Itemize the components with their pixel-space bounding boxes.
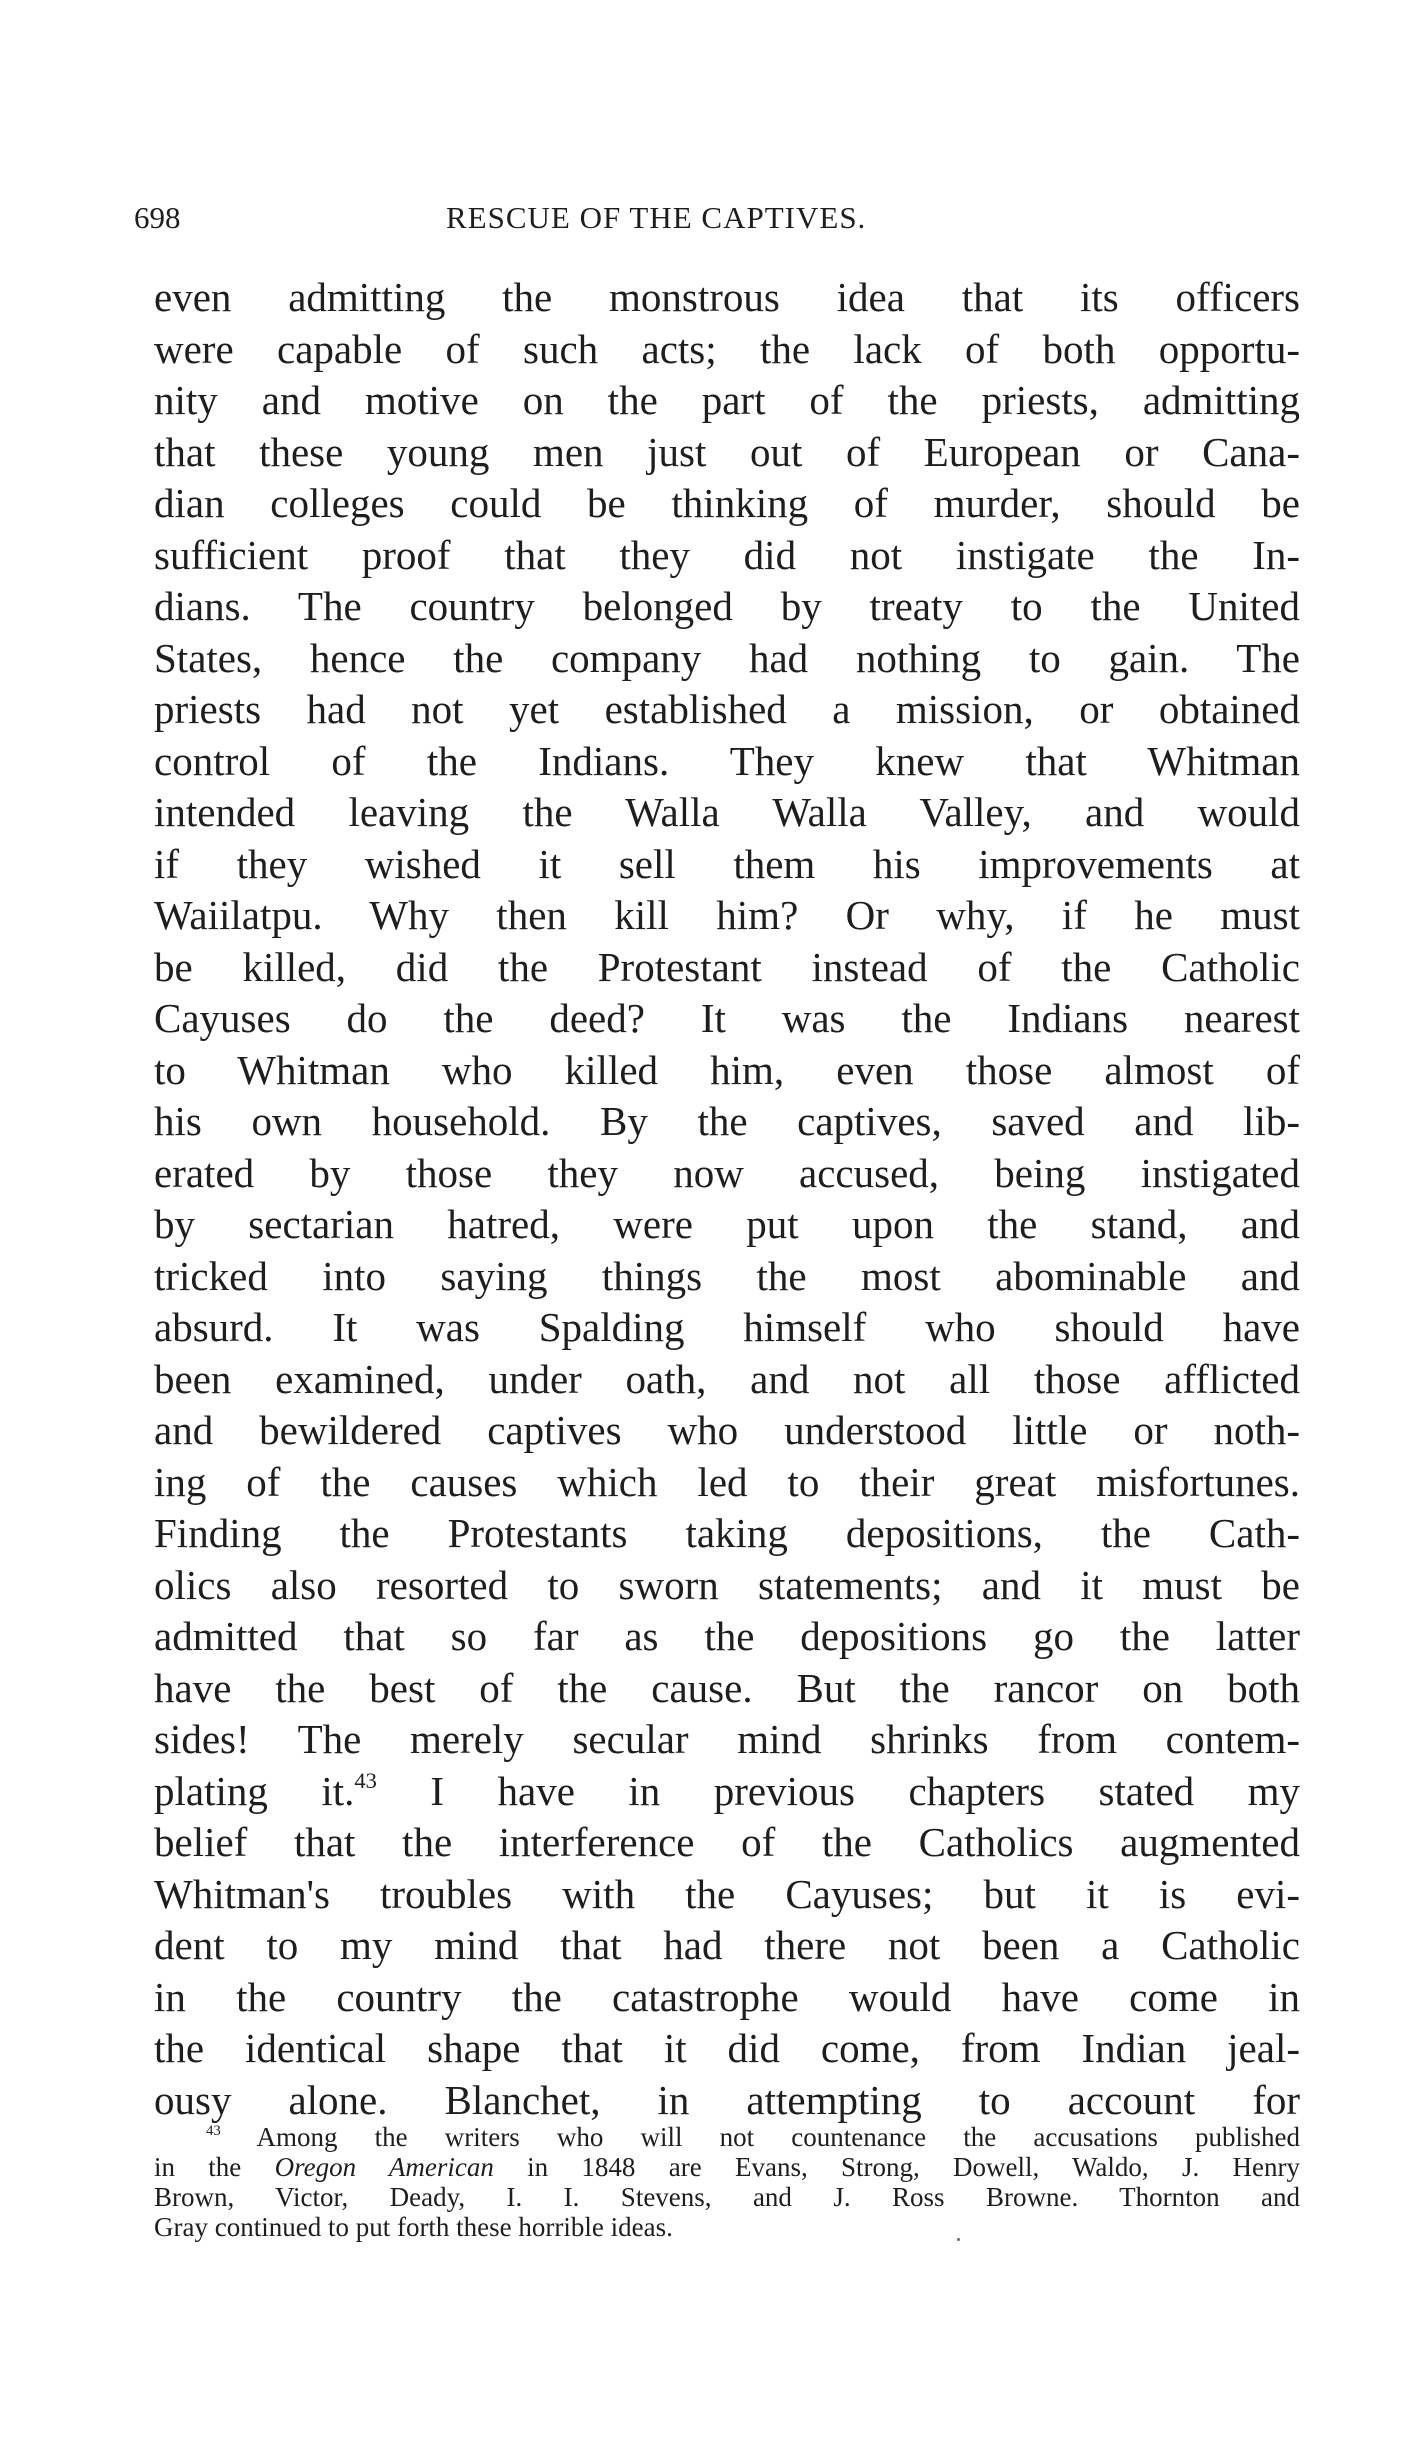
body-line: admitted that so far as the depositions go the latter [154,1613,1300,1659]
body-line: intended leaving the Walla Walla Valley, and would [154,789,1300,835]
body-line: control of the Indians. They knew that Whitman [154,737,1300,784]
body-text [154,272,1300,2126]
body-line: dent to my mind that had there not been a Catholic [154,1922,1300,1968]
body-line: in the country the catastrophe would have come in [154,1973,1300,2020]
body-line: Waiilatpu. Why then kill him? Or why, if he must [154,892,1300,938]
running-title: RESCUE OF THE CAPTIVES. [446,200,867,235]
footnote-reference: 43 [354,1767,377,1793]
body-line: sufficient proof that they did not instigate the In- [154,531,1300,578]
body-line: that these young men just out of European or Cana- [154,428,1300,475]
body-line: by sectarian hatred, were put upon the stand, and [154,1201,1300,1247]
print-speck [957,2238,960,2241]
publication-title: Oregon American [274,2152,494,2182]
body-line: Finding the Protestants taking depositions, the Cath- [154,1510,1300,1556]
body-line: even admitting the monstrous idea that its officers [154,274,1300,320]
body-line: erated by those they now accused, being instigated [154,1149,1300,1196]
body-line: nity and motive on the part of the priests, admitting [154,377,1300,423]
body-line: dian colleges could be thinking of murder, should be [154,480,1300,526]
footnote-line [154,2122,1300,2152]
body-line: ing of the causes which led to their great misfortunes. [154,1458,1300,1505]
body-line: to Whitman who killed him, even those almost of [154,1046,1300,1093]
body-line: absurd. It was Spalding himself who should have [154,1304,1300,1350]
body-line-with-note-reference [154,1766,1300,1818]
body-line-text: plating it. [154,1767,355,1814]
body-line: Cayuses do the deed? It was the Indians nearest [154,995,1300,1041]
body-line: dians. The country belonged by treaty to the United [154,583,1300,629]
footnote-line: Brown, Victor, Deady, I. I. Stevens, and J. Ross Browne. Thornton and [154,2182,1300,2212]
footnote-text: in the [154,2152,275,2182]
body-line: ousy alone. Blanchet, in attempting to account for [154,2076,1300,2123]
body-line: priests had not yet established a mission, or obtained [154,686,1300,732]
footnote-line [154,2152,1300,2182]
body-line: and bewildered captives who understood little or noth- [154,1407,1300,1453]
body-line: Whitman's troubles with the Cayuses; but it is evi- [154,1870,1300,1917]
footnote-line: Gray continued to put forth these horrible ideas. [154,2212,673,2242]
body-line: olics also resorted to sworn statements; and it must be [154,1561,1300,1608]
footnote-text: in 1848 are Evans, Strong, Dowell, Waldo, J. Henry [493,2152,1300,2182]
body-line-text: I have in previous chapters stated my [376,1767,1301,1814]
body-line: sides! The merely secular mind shrinks from contem- [154,1716,1300,1762]
footnote-text: Among the writers who will not countenance the accusations published [220,2122,1300,2152]
body-line: been examined, under oath, and not all those afflicted [154,1355,1300,1402]
body-line: belief that the interference of the Catholics augmented [154,1819,1300,1865]
running-head [134,196,1304,240]
page-number: 698 [134,200,181,235]
footnote-number: 43 [206,2122,221,2139]
body-line: the identical shape that it did come, from Indian jeal- [154,2025,1300,2071]
body-line: tricked into saying things the most abominable and [154,1252,1300,1299]
footnote [154,2122,1300,2242]
body-line: his own household. By the captives, saved and lib- [154,1098,1300,1144]
body-line: were capable of such acts; the lack of both opportu- [154,325,1300,372]
body-line: States, hence the company had nothing to gain. The [154,634,1300,681]
body-line: have the best of the cause. But the rancor on both [154,1664,1300,1711]
body-line: if they wished it sell them his improvements at [154,840,1300,887]
body-line: be killed, did the Protestant instead of the Catholic [154,943,1300,990]
